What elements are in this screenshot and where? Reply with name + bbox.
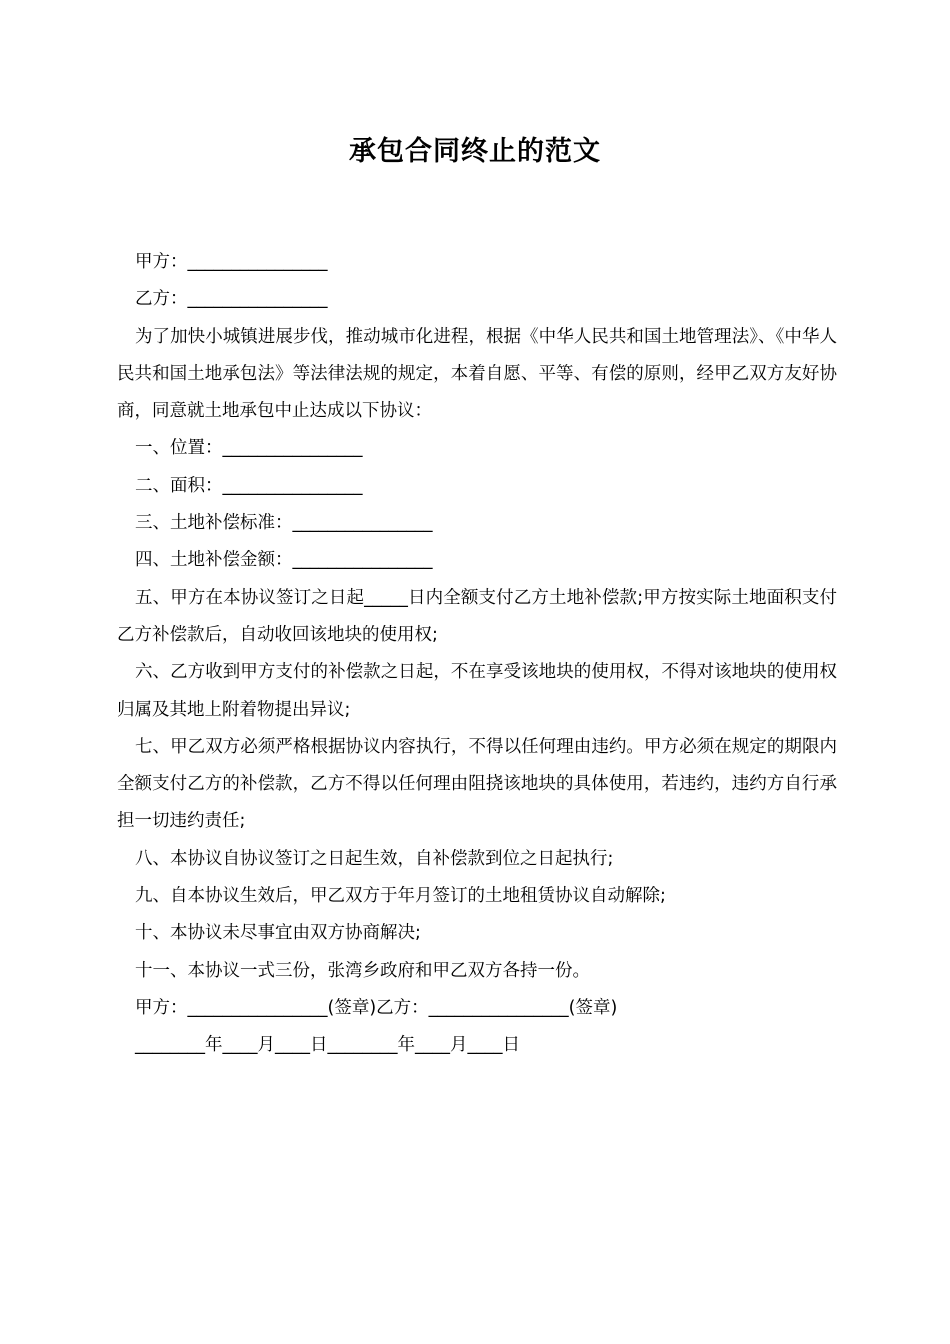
document-title: 承包合同终止的范文 <box>349 136 601 167</box>
clause-1-location: 一、位置：________________ <box>135 438 363 459</box>
clause-5-payment: 五、甲方在本协议签订之日起_____日内全额支付乙方土地补偿款;甲方按实际土地面积支付乙方补偿款后，自动收回该地块的使用权; <box>117 587 837 645</box>
party-b-line: 乙方：________________ <box>135 289 328 310</box>
date-line: ________年____月____日________年____月____日 <box>135 1035 520 1056</box>
clause-9-termination: 九、自本协议生效后，甲乙双方于年月签订的土地租赁协议自动解除; <box>135 886 666 907</box>
clause-6-rights: 六、乙方收到甲方支付的补偿款之日起，不在享受该地块的使用权，不得对该地块的使用权归属及其地上附着物提出异议; <box>117 662 837 720</box>
clause-10-negotiation: 十、本协议未尽事宜由双方协商解决; <box>135 923 421 944</box>
clause-2-area: 二、面积：________________ <box>135 475 363 496</box>
signature-line: 甲方：________________(签章)乙方：________________(签章) <box>135 997 618 1018</box>
party-a-line: 甲方：________________ <box>135 252 328 272</box>
clause-4-compensation-amount: 四、土地补偿金额：________________ <box>135 550 433 571</box>
clause-3-compensation-standard: 三、土地补偿标准：________________ <box>135 513 433 534</box>
preamble-paragraph: 为了加快小城镇进展步伐，推动城市化进程，根据《中华人民共和国土地管理法》、《中华人民共和国土地承包法》等法律法规的规定，本着自愿、平等、有偿的原则，经甲乙双方友好协商，同意就土地承包中止达成以下协议： <box>117 326 837 422</box>
clause-8-effective: 八、本协议自协议签订之日起生效，自补偿款到位之日起执行; <box>135 848 614 869</box>
clause-11-copies: 十一、本协议一式三份，张湾乡政府和甲乙双方各持一份。 <box>135 960 590 981</box>
document-body <box>117 244 837 1065</box>
clause-7-breach: 七、甲乙双方必须严格根据协议内容执行，不得以任何理由违约。甲方必须在规定的期限内全额支付乙方的补偿款，乙方不得以任何理由阻挠该地块的具体使用，若违约，违约方自行承担一切违约责任; <box>117 736 837 832</box>
